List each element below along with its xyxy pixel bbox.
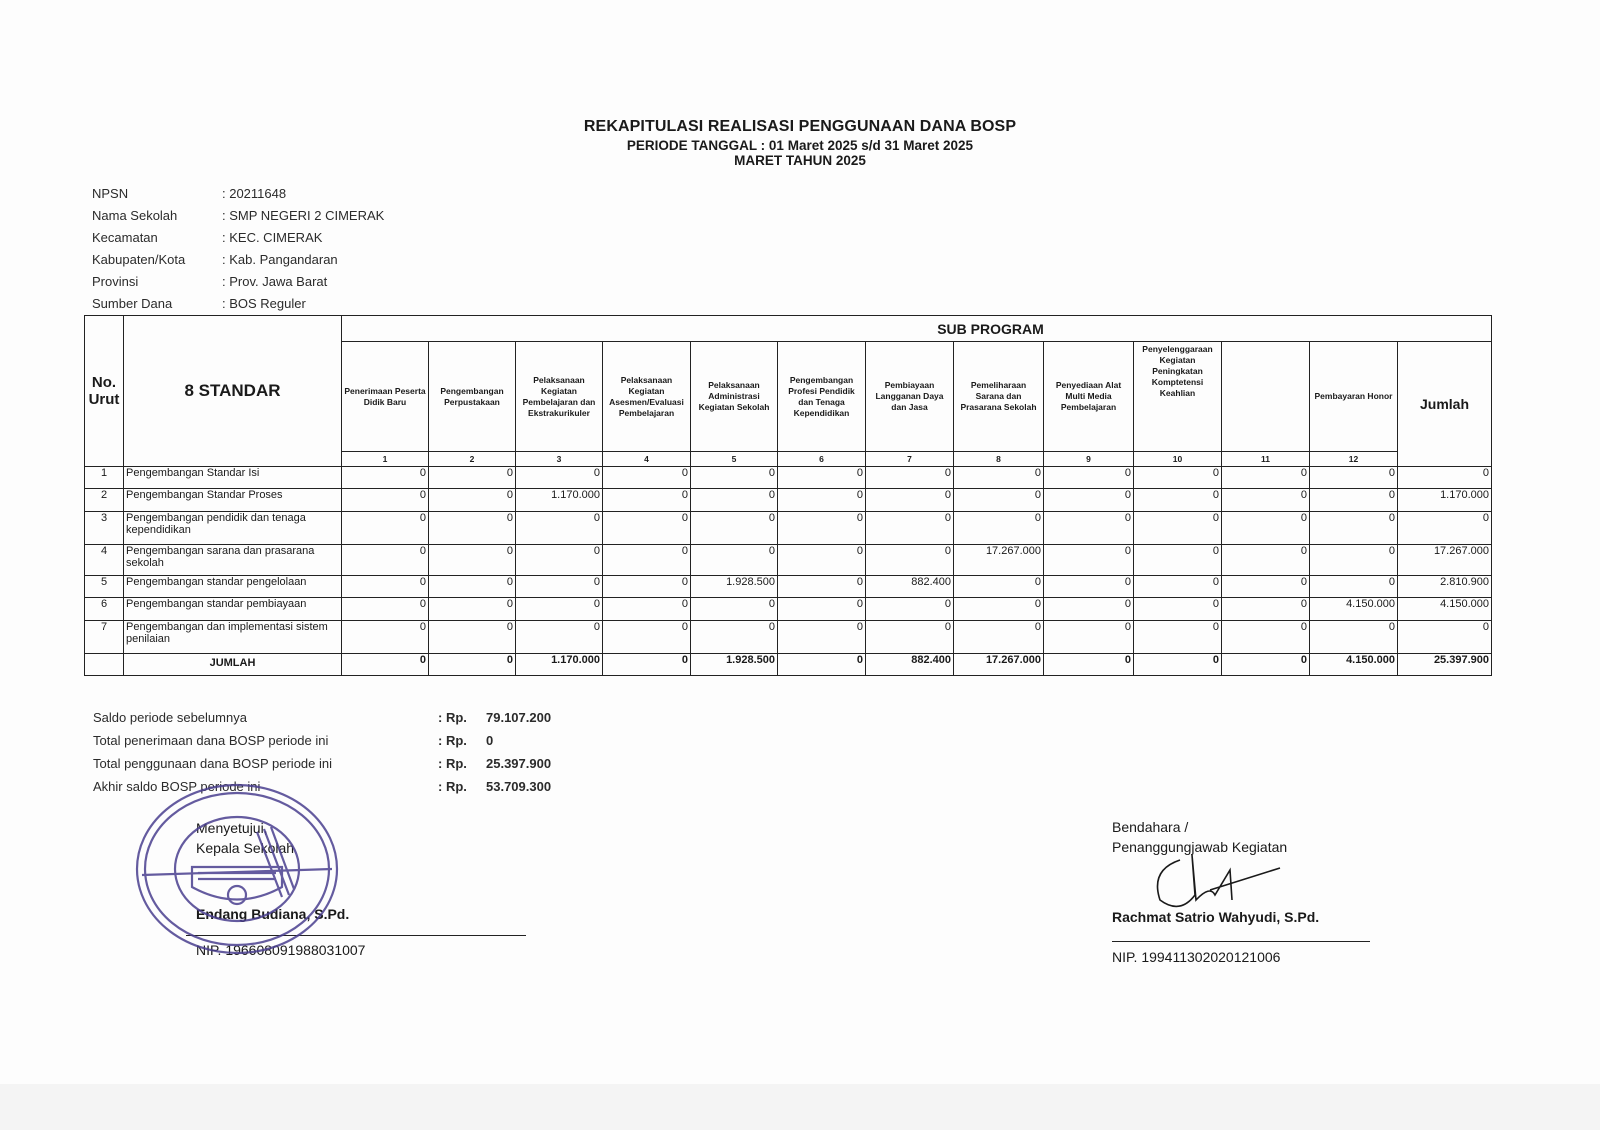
column-number-row: 1 2 3 4 5 6 7 8 9 10 11 12 — [85, 452, 1492, 467]
row-value-col-1: 0 — [342, 576, 429, 598]
row-value-col-4: 0 — [603, 621, 691, 654]
row-value-col-8: 0 — [954, 576, 1044, 598]
row-value-col-7: 0 — [866, 598, 954, 621]
info-fund-source: Sumber Dana : BOS Reguler — [92, 296, 306, 311]
row-value-col-12: 0 — [1310, 545, 1398, 576]
row-standard: Pengembangan dan implementasi sistem penilaian — [124, 621, 342, 654]
row-value-col-11: 0 — [1222, 512, 1310, 545]
info-school-name: Nama Sekolah : SMP NEGERI 2 CIMERAK — [92, 208, 385, 223]
row-value-col-12: 4.150.000 — [1310, 598, 1398, 621]
row-value-col-2: 0 — [429, 545, 516, 576]
header-col-12: Pembayaran Honor — [1310, 342, 1398, 452]
row-value-col-10: 0 — [1134, 512, 1222, 545]
row-value-col-6: 0 — [778, 467, 866, 489]
summary-ending-balance: Akhir saldo BOSP periode ini : Rp. 53.709.300 — [93, 779, 552, 794]
row-value-col-6: 0 — [778, 576, 866, 598]
row-value-col-5: 0 — [691, 489, 778, 512]
row-standard: Pengembangan standar pengelolaan — [124, 576, 342, 598]
header-col-6: Pengembangan Profesi Pendidik dan Tenaga Kependidikan — [778, 342, 866, 452]
header-no-urut: No. Urut — [85, 316, 124, 467]
row-value-col-1: 0 — [342, 621, 429, 654]
row-value-col-5: 0 — [691, 512, 778, 545]
row-value-col-5: 0 — [691, 467, 778, 489]
row-value-col-9: 0 — [1044, 467, 1134, 489]
row-value-col-4: 0 — [603, 576, 691, 598]
summary-previous-balance: Saldo periode sebelumnya : Rp. 79.107.200 — [93, 710, 552, 725]
row-value-col-2: 0 — [429, 512, 516, 545]
header-col-4: Pelaksanaan Kegiatan Asesmen/Evaluasi Pembelajaran — [603, 342, 691, 452]
row-value-col-1: 0 — [342, 467, 429, 489]
row-value-col-7: 882.400 — [866, 576, 954, 598]
row-value-col-3: 0 — [516, 598, 603, 621]
table-row — [85, 467, 1492, 489]
table-body — [85, 467, 1492, 676]
row-value-col-6: 0 — [778, 621, 866, 654]
row-value-col-10: 0 — [1134, 467, 1222, 489]
row-value-col-6: 0 — [778, 598, 866, 621]
table-row — [85, 545, 1492, 576]
row-value-col-3: 0 — [516, 512, 603, 545]
treasurer-nip: NIP. 199411302020121006 — [1112, 949, 1281, 965]
row-value-col-10: 0 — [1134, 621, 1222, 654]
signature-treasurer: Bendahara / Penanggungjawab Kegiatan Rachmat Satrio Wahyudi, S.Pd. NIP. 199411302020121006 — [1112, 817, 1287, 857]
table-row — [85, 598, 1492, 621]
row-value-col-5: 0 — [691, 598, 778, 621]
row-value-col-2: 0 — [429, 621, 516, 654]
row-value-col-8: 0 — [954, 467, 1044, 489]
row-total: 0 — [1398, 512, 1492, 545]
row-value-col-2: 0 — [429, 467, 516, 489]
header-col-5: Pelaksanaan Administrasi Kegiatan Sekolah — [691, 342, 778, 452]
official-stamp-icon — [132, 777, 342, 957]
header-sub-program: SUB PROGRAM — [342, 316, 1492, 342]
total-col-9: 0 — [1044, 654, 1134, 676]
row-value-col-10: 0 — [1134, 545, 1222, 576]
row-value-col-9: 0 — [1044, 512, 1134, 545]
row-value-col-12: 0 — [1310, 576, 1398, 598]
handwritten-signature-icon — [1140, 850, 1290, 920]
row-value-col-2: 0 — [429, 489, 516, 512]
total-col-6: 0 — [778, 654, 866, 676]
header-col-7: Pembiayaan Langganan Daya dan Jasa — [866, 342, 954, 452]
header-jumlah: Jumlah — [1398, 342, 1492, 467]
row-value-col-5: 0 — [691, 621, 778, 654]
table-row — [85, 512, 1492, 545]
signature-line — [1112, 941, 1370, 942]
info-regency: Kabupaten/Kota : Kab. Pangandaran — [92, 252, 338, 267]
row-number: 4 — [85, 545, 124, 576]
row-number: 3 — [85, 512, 124, 545]
row-value-col-6: 0 — [778, 512, 866, 545]
header-col-10: Penyelenggaraan Kegiatan Peningkatan Komptetensi Keahlian — [1134, 342, 1222, 452]
total-col-7: 882.400 — [866, 654, 954, 676]
table-row — [85, 621, 1492, 654]
row-value-col-9: 0 — [1044, 598, 1134, 621]
row-value-col-4: 0 — [603, 512, 691, 545]
row-value-col-12: 0 — [1310, 621, 1398, 654]
row-value-col-1: 0 — [342, 489, 429, 512]
header-8-standar: 8 STANDAR — [124, 316, 342, 467]
scan-edge — [0, 1084, 1600, 1130]
row-value-col-11: 0 — [1222, 489, 1310, 512]
row-value-col-12: 0 — [1310, 467, 1398, 489]
row-value-col-3: 0 — [516, 576, 603, 598]
grand-total: 25.397.900 — [1398, 654, 1492, 676]
row-standard: Pengembangan standar pembiayaan — [124, 598, 342, 621]
month-year: MARET TAHUN 2025 — [734, 153, 866, 168]
header-col-11 — [1222, 342, 1310, 452]
row-total: 1.170.000 — [1398, 489, 1492, 512]
row-standard: Pengembangan Standar Isi — [124, 467, 342, 489]
row-value-col-6: 0 — [778, 545, 866, 576]
row-total: 17.267.000 — [1398, 545, 1492, 576]
row-number: 2 — [85, 489, 124, 512]
row-value-col-2: 0 — [429, 598, 516, 621]
row-value-col-3: 0 — [516, 621, 603, 654]
total-col-12: 4.150.000 — [1310, 654, 1398, 676]
row-value-col-6: 0 — [778, 489, 866, 512]
row-value-col-2: 0 — [429, 576, 516, 598]
row-value-col-11: 0 — [1222, 467, 1310, 489]
info-npsn: NPSN : 20211648 — [92, 186, 287, 201]
header-col-8: Pemeliharaan Sarana dan Prasarana Sekolah — [954, 342, 1044, 452]
row-value-col-9: 0 — [1044, 621, 1134, 654]
summary-total-received: Total penerimaan dana BOSP periode ini : Rp. 0 — [93, 733, 494, 748]
principal-nip: NIP. 196608091988031007 — [196, 942, 366, 958]
summary-total-used: Total penggunaan dana BOSP periode ini : Rp. 25.397.900 — [93, 756, 552, 771]
row-number: 5 — [85, 576, 124, 598]
table-row — [85, 576, 1492, 598]
row-value-col-8: 0 — [954, 598, 1044, 621]
row-value-col-5: 1.928.500 — [691, 576, 778, 598]
row-number: 1 — [85, 467, 124, 489]
row-value-col-1: 0 — [342, 545, 429, 576]
row-value-col-1: 0 — [342, 598, 429, 621]
row-value-col-9: 0 — [1044, 489, 1134, 512]
row-value-col-3: 1.170.000 — [516, 489, 603, 512]
total-col-2: 0 — [429, 654, 516, 676]
row-total: 2.810.900 — [1398, 576, 1492, 598]
header-col-3: Pelaksanaan Kegiatan Pembelajaran dan Ekstrakurikuler — [516, 342, 603, 452]
info-province: Provinsi : Prov. Jawa Barat — [92, 274, 328, 289]
row-value-col-8: 0 — [954, 512, 1044, 545]
row-value-col-11: 0 — [1222, 576, 1310, 598]
row-value-col-9: 0 — [1044, 576, 1134, 598]
document-header — [540, 118, 1060, 168]
total-col-1: 0 — [342, 654, 429, 676]
row-value-col-11: 0 — [1222, 621, 1310, 654]
header-col-1: Penerimaan Peserta Didik Baru — [342, 342, 429, 452]
row-value-col-4: 0 — [603, 598, 691, 621]
row-value-col-10: 0 — [1134, 598, 1222, 621]
row-value-col-4: 0 — [603, 545, 691, 576]
signature-principal: Menyetujui, Kepala Sekolah Endang Budiana, S.Pd. NIP. 196608091988031007 — [196, 818, 294, 858]
header-col-2: Pengembangan Perpustakaan — [429, 342, 516, 452]
row-value-col-12: 0 — [1310, 489, 1398, 512]
recap-table — [84, 315, 1492, 676]
row-number: 6 — [85, 598, 124, 621]
row-value-col-3: 0 — [516, 467, 603, 489]
row-value-col-12: 0 — [1310, 512, 1398, 545]
row-total: 0 — [1398, 467, 1492, 489]
row-value-col-5: 0 — [691, 545, 778, 576]
info-district: Kecamatan : KEC. CIMERAK — [92, 230, 323, 245]
row-value-col-4: 0 — [603, 467, 691, 489]
row-value-col-11: 0 — [1222, 545, 1310, 576]
total-label: JUMLAH — [124, 654, 342, 676]
school-info — [92, 186, 384, 318]
row-value-col-8: 0 — [954, 489, 1044, 512]
row-standard: Pengembangan sarana dan prasarana sekolah — [124, 545, 342, 576]
row-value-col-9: 0 — [1044, 545, 1134, 576]
document-title: REKAPITULASI REALISASI PENGGUNAAN DANA BOSP — [583, 118, 1017, 135]
row-value-col-8: 0 — [954, 621, 1044, 654]
total-col-11: 0 — [1222, 654, 1310, 676]
row-value-col-4: 0 — [603, 489, 691, 512]
table-row — [85, 489, 1492, 512]
row-total: 0 — [1398, 621, 1492, 654]
row-value-col-10: 0 — [1134, 489, 1222, 512]
total-col-3: 1.170.000 — [516, 654, 603, 676]
header-col-9: Penyediaan Alat Multi Media Pembelajaran — [1044, 342, 1134, 452]
row-value-col-7: 0 — [866, 545, 954, 576]
total-col-10: 0 — [1134, 654, 1222, 676]
period-line: PERIODE TANGGAL : 01 Maret 2025 s/d 31 Maret 2025 — [626, 138, 974, 153]
row-number: 7 — [85, 621, 124, 654]
row-value-col-7: 0 — [866, 467, 954, 489]
row-value-col-11: 0 — [1222, 598, 1310, 621]
row-value-col-10: 0 — [1134, 576, 1222, 598]
row-value-col-3: 0 — [516, 545, 603, 576]
total-col-4: 0 — [603, 654, 691, 676]
row-value-col-7: 0 — [866, 512, 954, 545]
total-col-8: 17.267.000 — [954, 654, 1044, 676]
row-value-col-7: 0 — [866, 621, 954, 654]
total-col-5: 1.928.500 — [691, 654, 778, 676]
total-row — [85, 654, 1492, 676]
row-standard: Pengembangan Standar Proses — [124, 489, 342, 512]
row-value-col-8: 17.267.000 — [954, 545, 1044, 576]
treasurer-name: Rachmat Satrio Wahyudi, S.Pd. — [1112, 909, 1320, 925]
row-value-col-1: 0 — [342, 512, 429, 545]
principal-name: Endang Budiana, S.Pd. — [196, 906, 350, 922]
row-total: 4.150.000 — [1398, 598, 1492, 621]
row-value-col-7: 0 — [866, 489, 954, 512]
row-standard: Pengembangan pendidik dan tenaga kependidikan — [124, 512, 342, 545]
